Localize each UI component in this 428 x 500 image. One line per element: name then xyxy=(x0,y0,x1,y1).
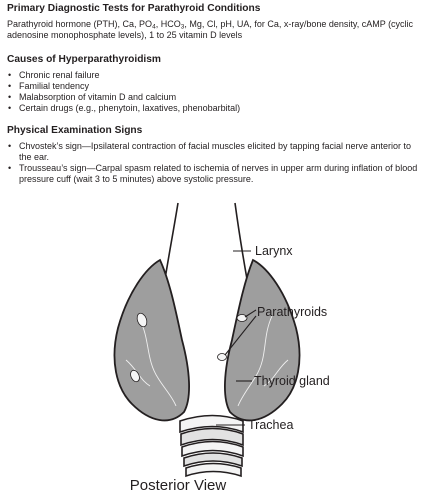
exam-signs-list xyxy=(7,141,421,185)
thyroid-gland-label: Thyroid gland xyxy=(254,374,330,388)
trousseau-sign-item: • Trousseau’s sign—Carpal spasm related to ischemia of nerves in upper arm during inflation of blood pressure cuff (wait 3 to 5 minutes) above systolic pressure. xyxy=(7,163,421,185)
trachea-label: Trachea xyxy=(248,418,294,432)
causes-heading: Causes of Hyperparathyroidism xyxy=(7,54,161,65)
bicarbonate-subscript: 3 xyxy=(180,23,185,31)
diagnostic-text-part-2: , HCO xyxy=(155,19,181,29)
exam-signs-heading: Physical Examination Signs xyxy=(7,125,143,136)
diagnostic-text-part-1: Parathyroid hormone (PTH), Ca, PO xyxy=(7,19,153,29)
cause-item: • Malabsorption of vitamin D and calcium xyxy=(7,92,421,103)
diagnostic-tests-heading: Primary Diagnostic Tests for Parathyroid Conditions xyxy=(7,3,261,14)
cause-item: • Certain drugs (e.g., phenytoin, laxatives, phenobarbital) xyxy=(7,103,421,114)
diagnostic-text-part-3: , Mg, Cl, pH, UA, for Ca, x-ray/bone density, cAMP (cyclic adenosine monophosphate levels), 1 to 25 vitamin D levels xyxy=(7,19,414,40)
phosphate-subscript: 4 xyxy=(152,23,156,31)
cause-item: • Chronic renal failure xyxy=(7,70,421,81)
larynx-label: Larynx xyxy=(255,244,293,258)
thyroid-posterior-illustration xyxy=(0,200,428,500)
thyroid-left-lobe xyxy=(114,260,189,420)
causes-list xyxy=(7,70,421,114)
cause-item: • Familial tendency xyxy=(7,81,421,92)
diagnostic-tests-text xyxy=(7,19,419,41)
figure-caption: Posterior View xyxy=(129,477,227,494)
chvostek-sign-item: • Chvostek’s sign—Ipsilateral contraction of facial muscles elicited by tapping facial nerve anterior to the ear. xyxy=(7,141,421,163)
parathyroids-label: Parathyroids xyxy=(257,305,328,319)
